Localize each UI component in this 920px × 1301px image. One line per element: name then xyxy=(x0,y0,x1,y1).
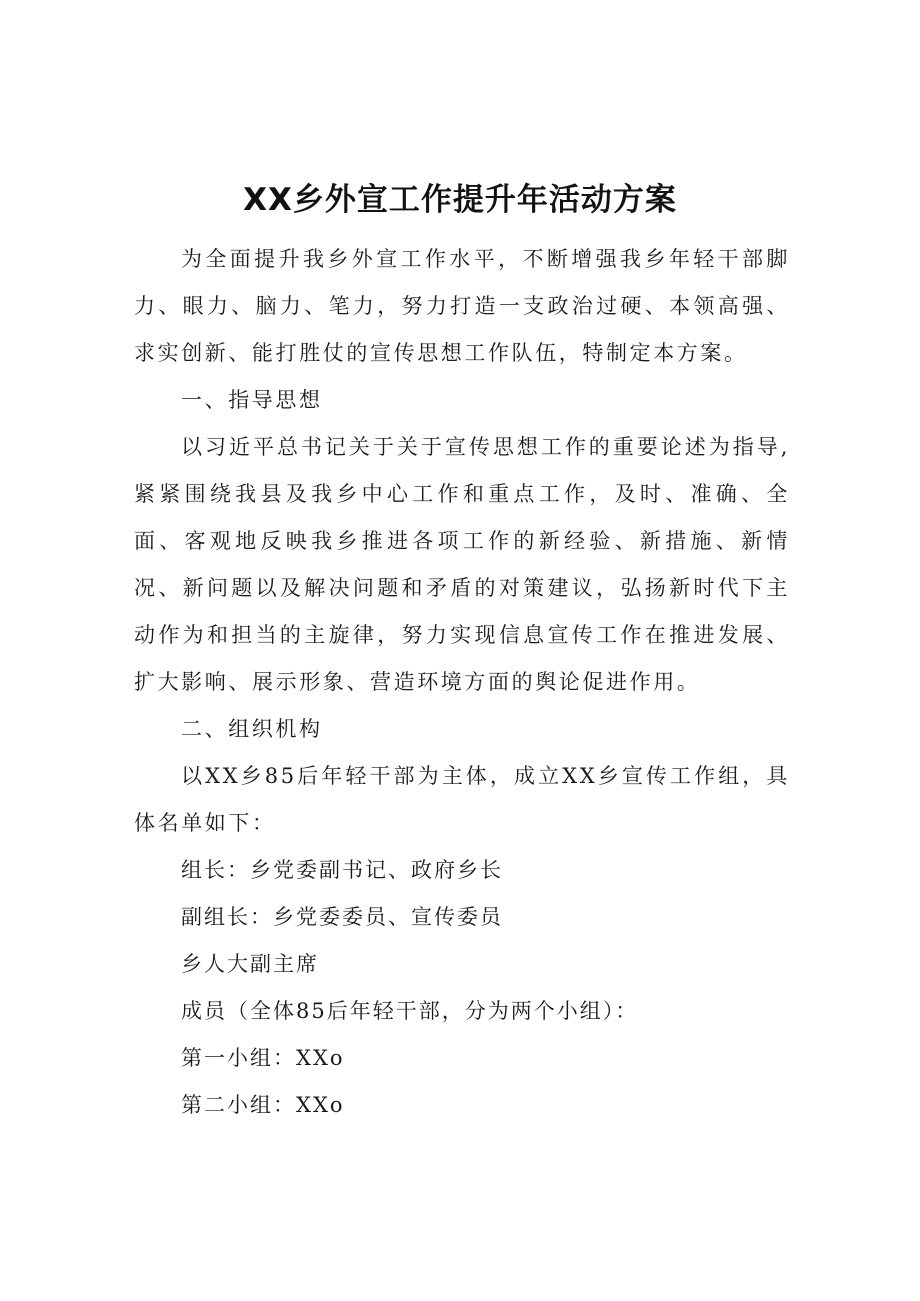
guiding-ideology-paragraph: 以习近平总书记关于关于宣传思想工作的重要论述为指导,紧紧围绕我县及我乡中心工作和重点工作，及时、准确、全面、客观地反映我乡推进各项工作的新经验、新措施、新情况、新问题以及解决问题和矛盾的对策建议，弘扬新时代下主动作为和担当的主旋律，努力实现信息宣传工作在推进发展、扩大影响、展示形象、营造环境方面的舆论促进作用。 xyxy=(134,435,790,694)
leader-line: 组长：乡党委副书记、政府乡长 xyxy=(181,858,503,882)
deputy-leader-line: 副组长：乡党委委员、宣传委员 xyxy=(181,905,503,929)
members-line: 成员（全体85后年轻干部，分为两个小组）： xyxy=(181,999,639,1023)
intro-paragraph: 为全面提升我乡外宣工作水平，不断增强我乡年轻干部脚力、眼力、脑力、笔力，努力打造一支政治过硬、本领高强、求实创新、能打胜仗的宣传思想工作队伍，特制定本方案。 xyxy=(134,247,790,365)
organization-paragraph: 以XX乡85后年轻干部为主体，成立XX乡宣传工作组，具体名单如下： xyxy=(134,764,790,835)
deputy-leader-line-2: 乡人大副主席 xyxy=(181,952,319,976)
group-one-line: 第一小组：XXo xyxy=(181,1046,345,1070)
section-heading-organization: 二、组织机构 xyxy=(181,717,323,741)
section-heading-guiding-ideology: 一、指导思想 xyxy=(181,388,323,412)
document-title: XX乡外宣工作提升年活动方案 xyxy=(243,182,677,218)
document-body xyxy=(134,236,790,1129)
group-two-line: 第二小组：XXo xyxy=(181,1093,345,1117)
